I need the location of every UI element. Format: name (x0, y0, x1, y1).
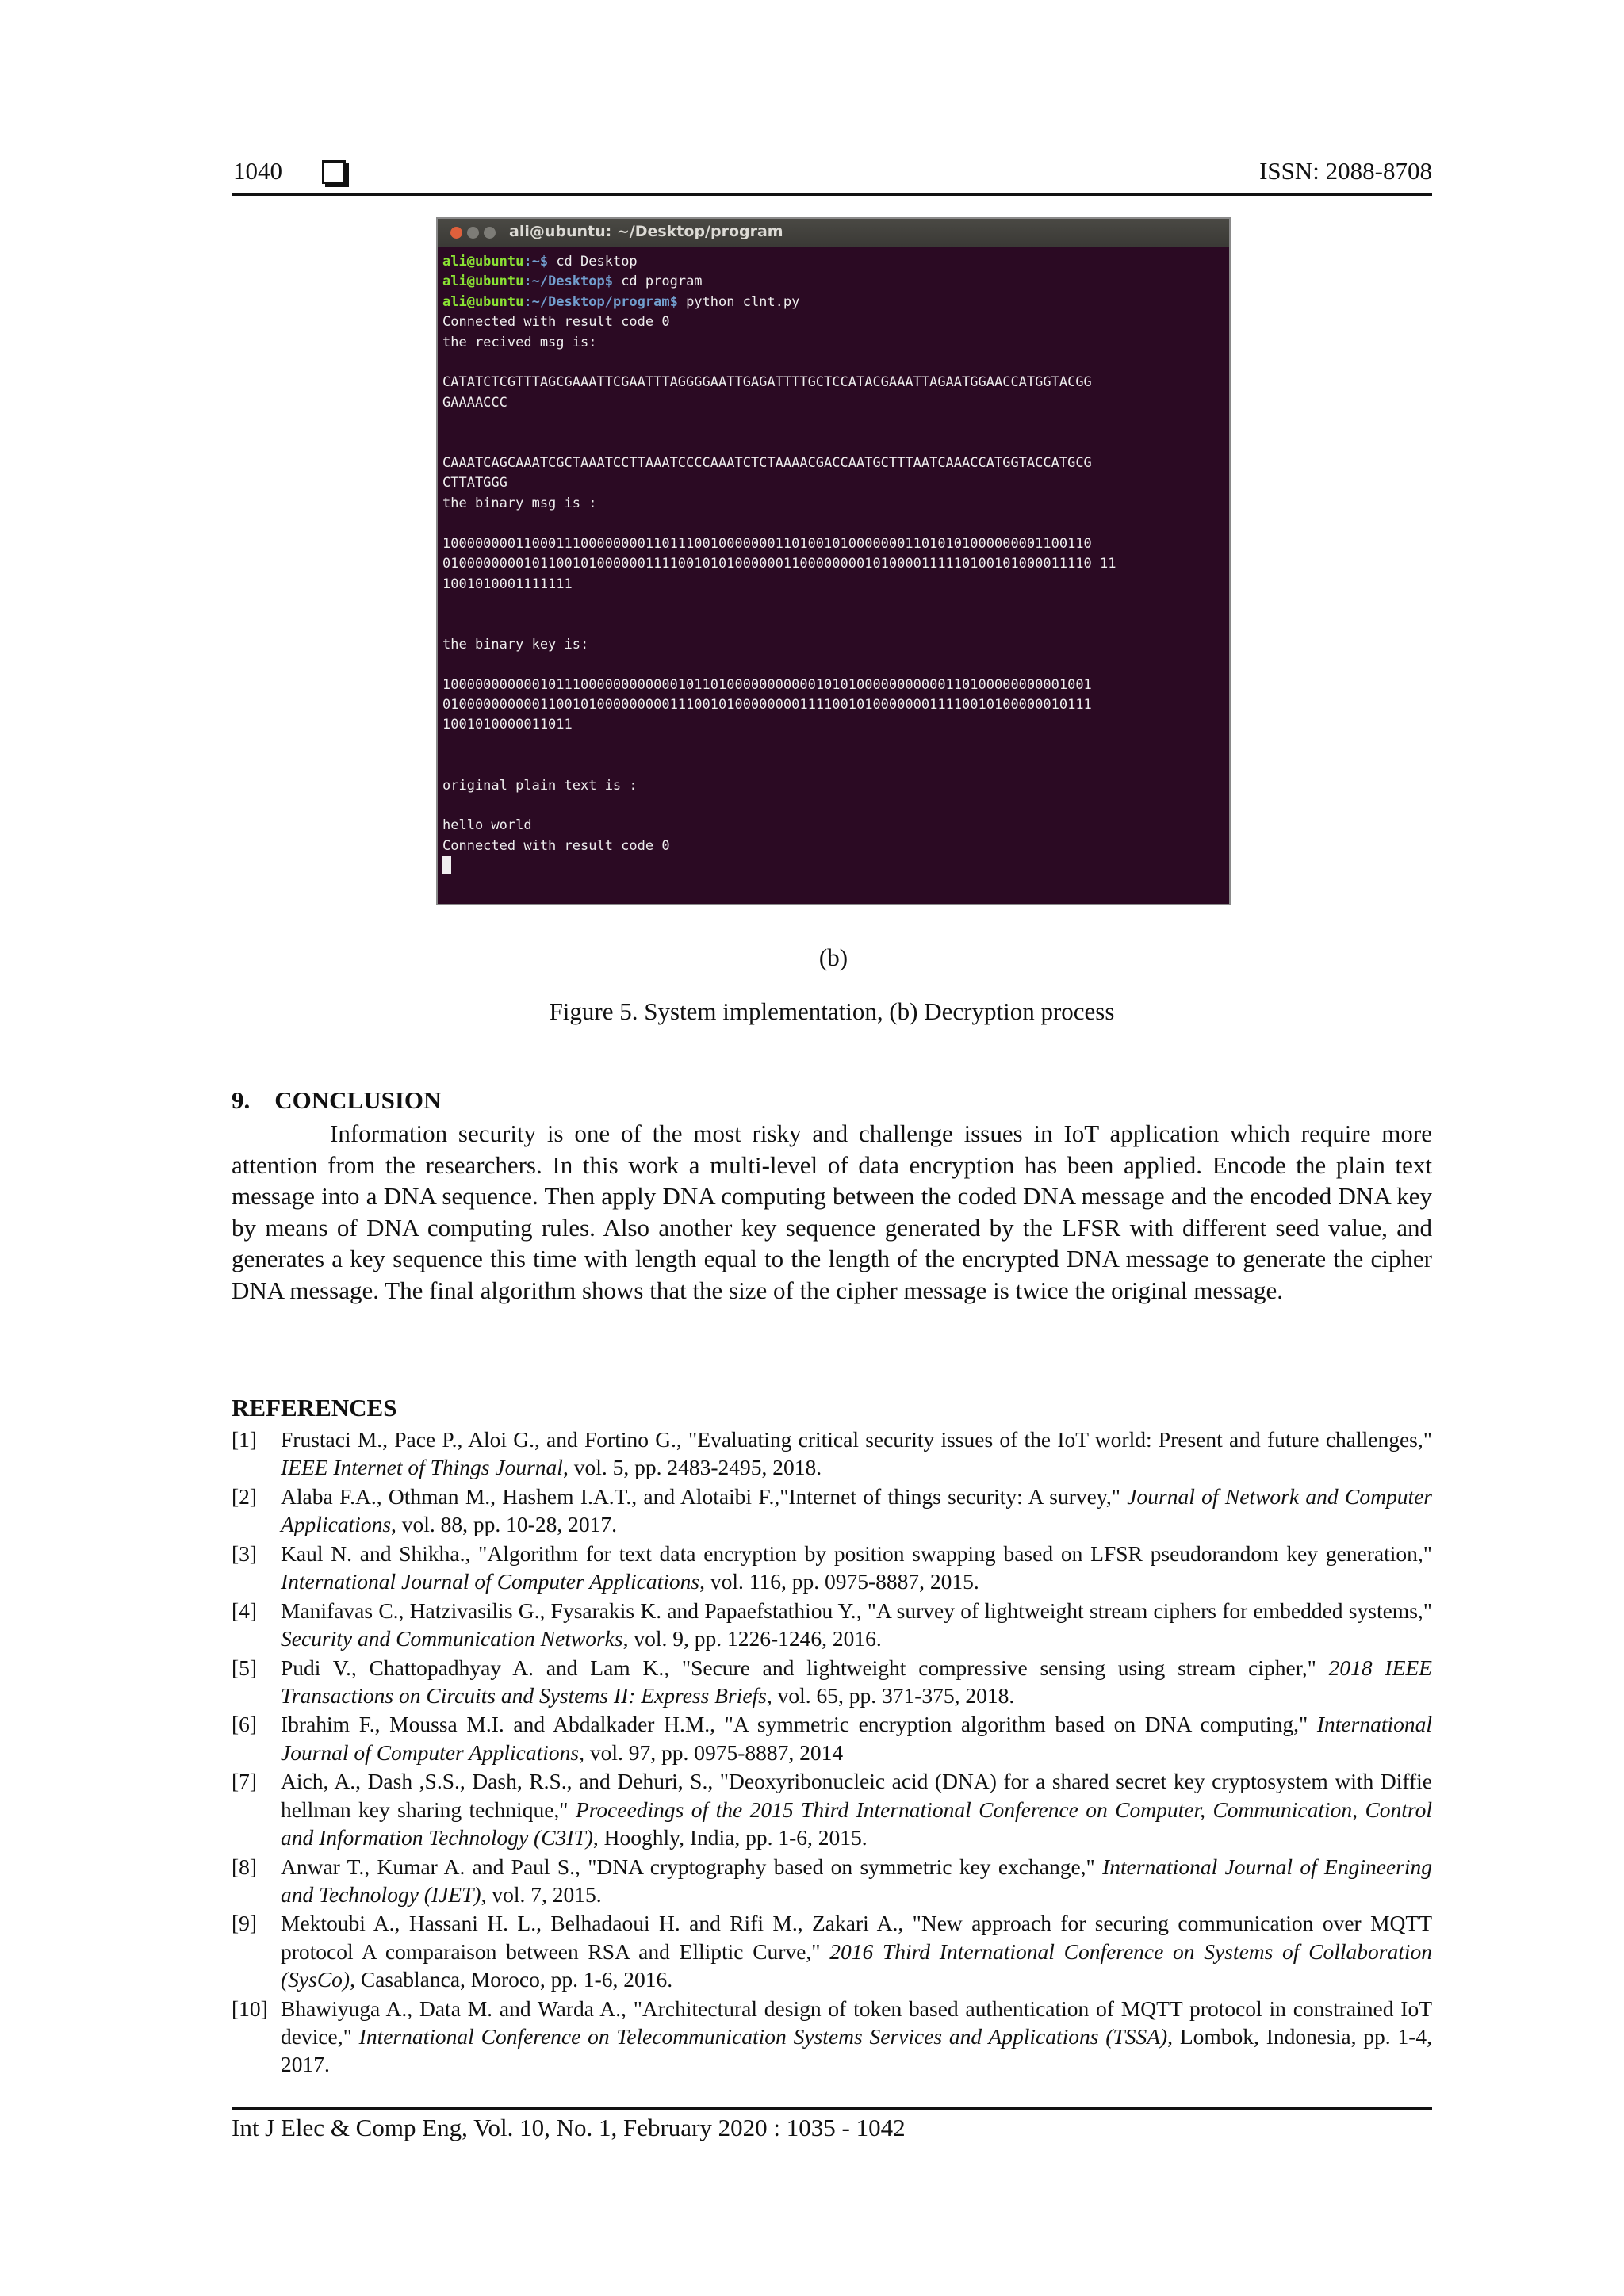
window-close-icon (450, 227, 462, 239)
binary-key: 10000000000010111000000000000101101000000000001010100000000000110100000000001001 01000000000011001010000000001110010100000000111100101000000011110010100000010111 1001010000011011 (442, 676, 1092, 733)
output-line: Connected with result code 0 (442, 314, 670, 331)
output-line: Connected with result code 0 (442, 837, 670, 854)
reference-details: , Lombok, Indonesia, pp. 1-4, 2017. (281, 2023, 1433, 2077)
reference-item (232, 1710, 1432, 1766)
reference-text: Frustaci M., Pace P., Aloi G., and Fortino G., "Evaluating critical security issues of the IoT world: Present and future challenges," (281, 1427, 1432, 1452)
reference-number: [4] (232, 1598, 258, 1623)
prompt-user: ali@ubuntu (442, 274, 524, 290)
plain-text-output: hello world (442, 817, 532, 834)
reference-text: Manifavas C., Hatzivasilis G., Fysarakis K. and Papaefstathiou Y., "A survey of lightweight stream ciphers for embedded systems," (281, 1598, 1432, 1623)
header-rule (232, 193, 1432, 196)
reference-number: [10] (232, 1996, 268, 2021)
reference-item (232, 1767, 1432, 1851)
terminal-output (442, 252, 1224, 878)
issn-label: ISSN: 2088-8708 (1259, 157, 1432, 185)
reference-item (232, 1425, 1432, 1482)
terminal-screenshot (438, 219, 1229, 904)
references-heading: REFERENCES (232, 1394, 397, 1422)
reference-item (232, 1540, 1432, 1596)
reference-details: , Casablanca, Moroco, pp. 1-6, 2016. (350, 1967, 673, 1992)
reference-text: Bhawiyuga A., Data M. and Warda A., "Architectural design of token based authentication of MQTT protocol in constrained IoT device," (281, 1996, 1432, 2049)
conclusion-paragraph: Information security is one of the most risky and challenge issues in IoT application which require more attention from the researchers. In this work a multi-level of data encryption has been applied. Encode the plain text message into a DNA sequence. Then apply DNA computing between the coded DNA message and the encoded DNA key by means of DNA computing rules. Also another key sequence generated by the LFSR with different seed value, and generates a key sequence this time with length equal to the length of the encrypted DNA message to generate the cipher DNA message. The final algorithm shows that the size of the cipher message is twice the original message. (232, 1119, 1432, 1304)
reference-venue: IEEE Internet of Things Journal (281, 1455, 563, 1480)
dna-sequence: CATATCTCGTTTAGCGAAATTCGAATTTAGGGGAATTGAGATTTTGCTCCATACGAAATTAGAATGGAACCATGGTACGG GAAAACCC (442, 374, 1092, 411)
reference-text: Mektoubi A., Hassani H. L., Belhadaoui H. and Rifi M., Zakari A., "New approach for securing communication over MQTT protocol A comparaison between RSA and Elliptic Curve," (281, 1911, 1432, 1964)
output-line: original plain text is : (442, 777, 638, 794)
reference-details: , vol. 97, pp. 0975-8887, 2014 (579, 1739, 844, 1765)
reference-venue: 2016 Third International Conference on Systems of Collaboration (SysCo) (281, 1938, 1432, 1992)
reference-item (232, 1909, 1432, 1993)
prompt-user: ali@ubuntu (442, 293, 524, 310)
command: cd program (612, 274, 703, 290)
section-number: 9. (232, 1086, 251, 1114)
dna-sequence: CAAATCAGCAAATCGCTAAATCCTTAAATCCCCAAATCTCTAAAACGACCAATGCTTTAATCAAACCATGGTACCATGCG CTTATGGG (442, 455, 1092, 492)
terminal-title: ali@ubuntu: ~/Desktop/program (509, 223, 783, 240)
reference-details: , vol. 5, pp. 2483-2495, 2018. (562, 1455, 822, 1480)
prompt-user: ali@ubuntu (442, 254, 524, 270)
reference-text: Alaba F.A., Othman M., Hashem I.A.T., and Alotaibi F.,"Internet of things security: A survey," (281, 1483, 1128, 1509)
reference-text: Ibrahim F., Moussa M.I. and Abdalkader H.M., "A symmetric encryption algorithm based on DNA computing," (281, 1712, 1317, 1737)
reference-venue: International Journal of Engineering and Technology (IJET) (281, 1854, 1433, 1907)
page-header (232, 152, 1432, 190)
reference-number: [6] (232, 1712, 258, 1737)
reference-number: [9] (232, 1911, 258, 1936)
reference-venue: International Journal of Computer Applications (281, 1569, 700, 1594)
reference-venue: Journal of Network and Computer Applications (281, 1483, 1432, 1537)
reference-item (232, 1995, 1432, 2079)
terminal-cursor (442, 856, 451, 874)
reference-text: Pudi V., Chattopadhyay A. and Lam K., "Secure and lightweight compressive sensing using stream cipher," (281, 1655, 1329, 1680)
output-line: the binary msg is : (442, 495, 597, 511)
page-number: 1040 (233, 157, 282, 185)
reference-venue: International Conference on Telecommunication Systems Services and Applications (TSSA) (358, 2023, 1168, 2049)
reference-details: , vol. 88, pp. 10-28, 2017. (391, 1512, 617, 1537)
window-maximize-icon (484, 227, 496, 239)
reference-text: Kaul N. and Shikha., "Algorithm for text data encryption by position swapping based on LFSR pseudorandom key generation," (281, 1540, 1432, 1566)
reference-number: [2] (232, 1483, 258, 1509)
output-line: the binary key is: (442, 636, 589, 652)
reference-text: Aich, A., Dash ,S.S., Dash, R.S., and Dehuri, S., "Deoxyribonucleic acid (DNA) for a shared secret key cryptosystem with Diffie hellman key sharing technique," (281, 1769, 1432, 1822)
reference-item (232, 1483, 1432, 1539)
reference-details: , vol. 116, pp. 0975-8887, 2015. (699, 1569, 979, 1594)
prompt-path: :~$ (523, 254, 549, 270)
reference-number: [3] (232, 1540, 258, 1566)
section-heading (232, 1086, 441, 1115)
reference-item (232, 1853, 1432, 1909)
section-title: CONCLUSION (274, 1086, 442, 1114)
reference-venue: International Journal of Computer Applications (281, 1712, 1432, 1765)
command: cd Desktop (548, 254, 638, 270)
binary-message: 10000000011000111000000001101110010000000110100101000000011010101000000001100110 01000000001011001010000001111001010100000011000000001010000111110100101000011110 11 1001010001111111 (442, 535, 1116, 592)
footer-rule (232, 2107, 1432, 2110)
reference-details: , vol. 9, pp. 1226-1246, 2016. (622, 1625, 882, 1651)
reference-number: [8] (232, 1854, 258, 1879)
reference-details: , Hooghly, India, pp. 1-6, 2015. (592, 1824, 868, 1850)
reference-venue: Security and Communication Networks (281, 1625, 623, 1651)
reference-details: , vol. 7, 2015. (481, 1881, 602, 1907)
reference-text: Anwar T., Kumar A. and Paul S., "DNA cryptography based on symmetric key exchange," (281, 1854, 1103, 1879)
prompt-path: :~/Desktop$ (523, 274, 613, 290)
reference-item (232, 1597, 1432, 1653)
reference-details: , vol. 65, pp. 371-375, 2018. (766, 1682, 1015, 1708)
command: python clnt.py (677, 293, 800, 310)
prompt-path: :~/Desktop/program$ (523, 293, 678, 310)
reference-list (232, 1425, 1432, 2080)
reference-venue: Proceedings of the 2015 Third International Conference on Computer, Communication, Control and Information Technology (C3IT) (281, 1797, 1432, 1850)
page-footer: Int J Elec & Comp Eng, Vol. 10, No. 1, February 2020 : 1035 - 1042 (232, 2114, 906, 2141)
figure-caption: Figure 5. System implementation, (b) Decryption process (549, 997, 1115, 1025)
reference-venue: 2018 IEEE Transactions on Circuits and Systems II: Express Briefs (281, 1655, 1432, 1708)
window-minimize-icon (467, 227, 479, 239)
reference-item (232, 1654, 1432, 1710)
reference-number: [5] (232, 1655, 258, 1680)
checkbox-square-icon (322, 160, 346, 184)
figure-subcaption: (b) (818, 943, 848, 971)
output-line: the recived msg is: (442, 334, 597, 350)
reference-number: [1] (232, 1427, 258, 1452)
terminal-titlebar (438, 219, 1229, 247)
reference-number: [7] (232, 1769, 258, 1794)
